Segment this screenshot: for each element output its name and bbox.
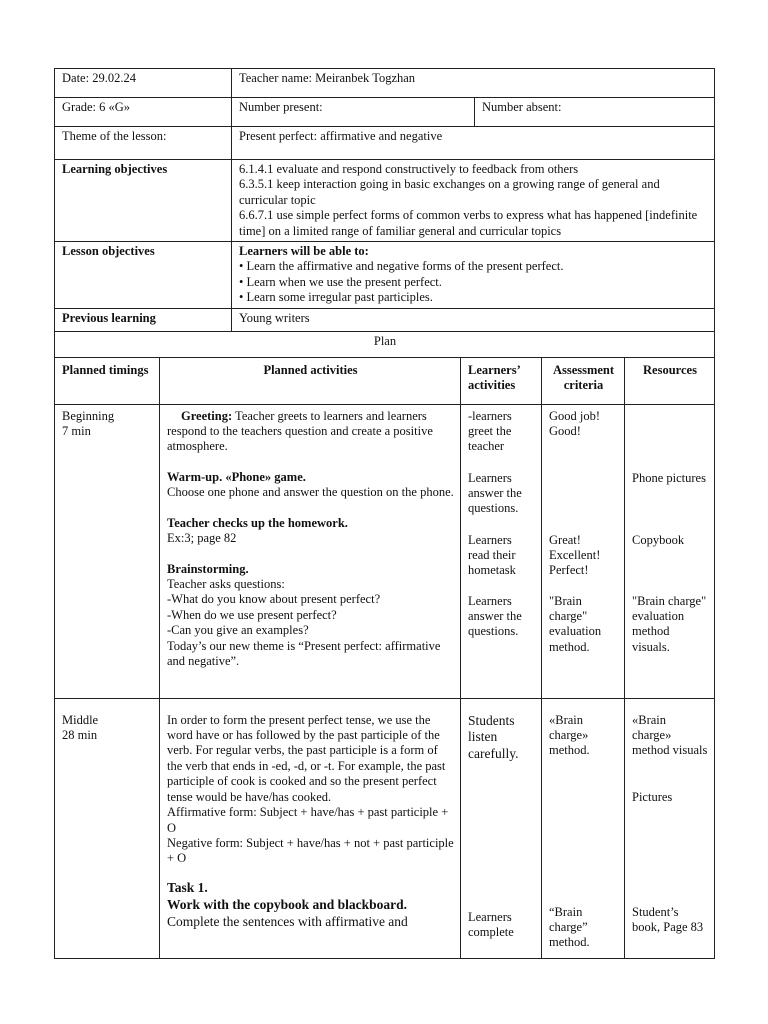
resource-item: Pictures xyxy=(632,789,673,804)
assessment-criteria-header: Assessment criteria xyxy=(542,357,625,404)
number-present-cell: Number present: xyxy=(232,98,475,127)
learners-activity: Students listen carefully. xyxy=(468,712,519,761)
greeting-title: Greeting: xyxy=(181,408,233,423)
resource-item: Student’s book, Page 83 xyxy=(632,904,704,935)
plan-heading: Plan xyxy=(55,331,715,357)
resource-item: «Brain charge» method visuals xyxy=(632,712,708,758)
lesson-objective: • Learn when we use the present perfect. xyxy=(239,274,442,289)
learning-objectives-label: Learning objectives xyxy=(55,160,232,242)
grade-cell: Grade: 6 «G» xyxy=(55,98,232,127)
learners-activity: Learners read their hometask xyxy=(468,532,516,578)
beginning-activities xyxy=(160,404,461,698)
previous-learning-value: Young writers xyxy=(232,308,715,331)
lesson-objectives-value xyxy=(232,242,715,309)
assessment-item: “Brain charge” method. xyxy=(549,904,590,950)
learners-activity: Learners answer the questions. xyxy=(468,470,522,516)
warmup-text: Choose one phone and answer the question on the phone. xyxy=(167,485,454,500)
middle-timing xyxy=(55,698,160,958)
lesson-objectives-title: Learners will be able to: xyxy=(239,244,369,259)
learning-objective: 6.1.4.1 evaluate and respond constructively to feedback from others xyxy=(239,162,579,176)
warmup-title: Warm-up. «Phone» game. xyxy=(167,469,306,484)
beginning-resources xyxy=(625,404,715,698)
brainstorming-line: -What do you know about present perfect? xyxy=(167,592,381,607)
stage-name: Beginning xyxy=(62,408,115,423)
resources-header: Resources xyxy=(625,357,715,404)
resource-item: "Brain charge" evaluation method visuals. xyxy=(632,593,707,654)
lesson-objective: • Learn the affirmative and negative forms of the present perfect. xyxy=(239,259,564,274)
lesson-objectives-label: Lesson objectives xyxy=(55,242,232,309)
assessment-item: «Brain charge» method. xyxy=(549,712,590,758)
learners-activity: -learners greet the teacher xyxy=(468,408,512,454)
explanation-paragraph: In order to form the present perfect tense, we use the word have or has followed by the past participle of the verb. For regular verbs, the past participle is a form of the verb that ends in -ed, -d, or -t. For example, the past participle of cook is cooked and so the present perfect tense would be have/has cooked. xyxy=(167,712,446,804)
teacher-name-cell: Teacher name: Meiranbek Togzhan xyxy=(232,69,715,98)
theme-value: Present perfect: affirmative and negative xyxy=(232,127,715,160)
stage-duration: 7 min xyxy=(62,424,91,439)
brainstorming-line: Today’s our new theme is “Present perfect: affirmative and negative”. xyxy=(167,638,441,668)
planned-activities-header: Planned activities xyxy=(160,357,461,404)
greeting-activity xyxy=(167,409,454,455)
greeting-text: Teacher greets to learners and learners respond to the teachers question and create a positive atmosphere. xyxy=(167,408,433,454)
beginning-timing xyxy=(55,404,160,698)
learners-activity: Learners complete xyxy=(468,909,514,940)
assessment-item: "Brain charge" evaluation method. xyxy=(549,593,602,654)
beginning-learners xyxy=(461,404,542,698)
brainstorming-line: -When do we use present perfect? xyxy=(167,607,337,622)
stage-name: Middle xyxy=(62,712,99,727)
middle-resources xyxy=(625,698,715,958)
date-cell: Date: 29.02.24 xyxy=(55,69,232,98)
planned-timings-header: Planned timings xyxy=(55,357,160,404)
learning-objective: 6.3.5.1 keep interaction going in basic exchanges on a growing range of general and curricular topic xyxy=(239,177,660,207)
lesson-objective: • Learn some irregular past participles. xyxy=(239,290,433,305)
middle-learners xyxy=(461,698,542,958)
middle-activities xyxy=(160,698,461,958)
previous-learning-label: Previous learning xyxy=(55,308,232,331)
number-absent-cell: Number absent: xyxy=(475,98,715,127)
assessment-item: Good job! Good! xyxy=(549,408,601,439)
middle-assessment xyxy=(542,698,625,958)
brainstorming-line: -Can you give an examples? xyxy=(167,623,309,638)
stage-duration: 28 min xyxy=(62,728,98,743)
plan-table xyxy=(54,357,715,959)
negative-form: Negative form: Subject + have/has + not + past participle + O xyxy=(167,835,454,866)
theme-label: Theme of the lesson: xyxy=(55,127,232,160)
affirmative-form: Affirmative form: Subject + have/has + past participle + O xyxy=(167,805,449,835)
resource-item: Phone pictures xyxy=(632,470,706,485)
assessment-item: Great! Excellent! Perfect! xyxy=(549,532,601,578)
lesson-plan xyxy=(54,68,714,959)
homework-title: Teacher checks up the homework. xyxy=(167,515,348,530)
task-subtitle: Work with the copybook and blackboard. xyxy=(167,896,408,912)
lesson-info-table xyxy=(54,68,715,358)
task-title: Task 1. xyxy=(167,879,208,895)
homework-text: Ex:3; page 82 xyxy=(167,531,237,546)
learning-objective: 6.6.7.1 use simple perfect forms of common verbs to express what has happened [indefinite time] on a limited range of familiar general and curricular topics xyxy=(239,208,698,238)
brainstorming-line: Teacher asks questions: xyxy=(167,576,285,591)
learning-objectives-value xyxy=(232,160,715,242)
task-text: Complete the sentences with affirmative and xyxy=(167,913,408,929)
brainstorming-title: Brainstorming. xyxy=(167,561,249,576)
beginning-assessment xyxy=(542,404,625,698)
learners-activity: Learners answer the questions. xyxy=(468,593,522,639)
resource-item: Copybook xyxy=(632,532,685,547)
learners-activities-header: Learners’ activities xyxy=(461,357,542,404)
